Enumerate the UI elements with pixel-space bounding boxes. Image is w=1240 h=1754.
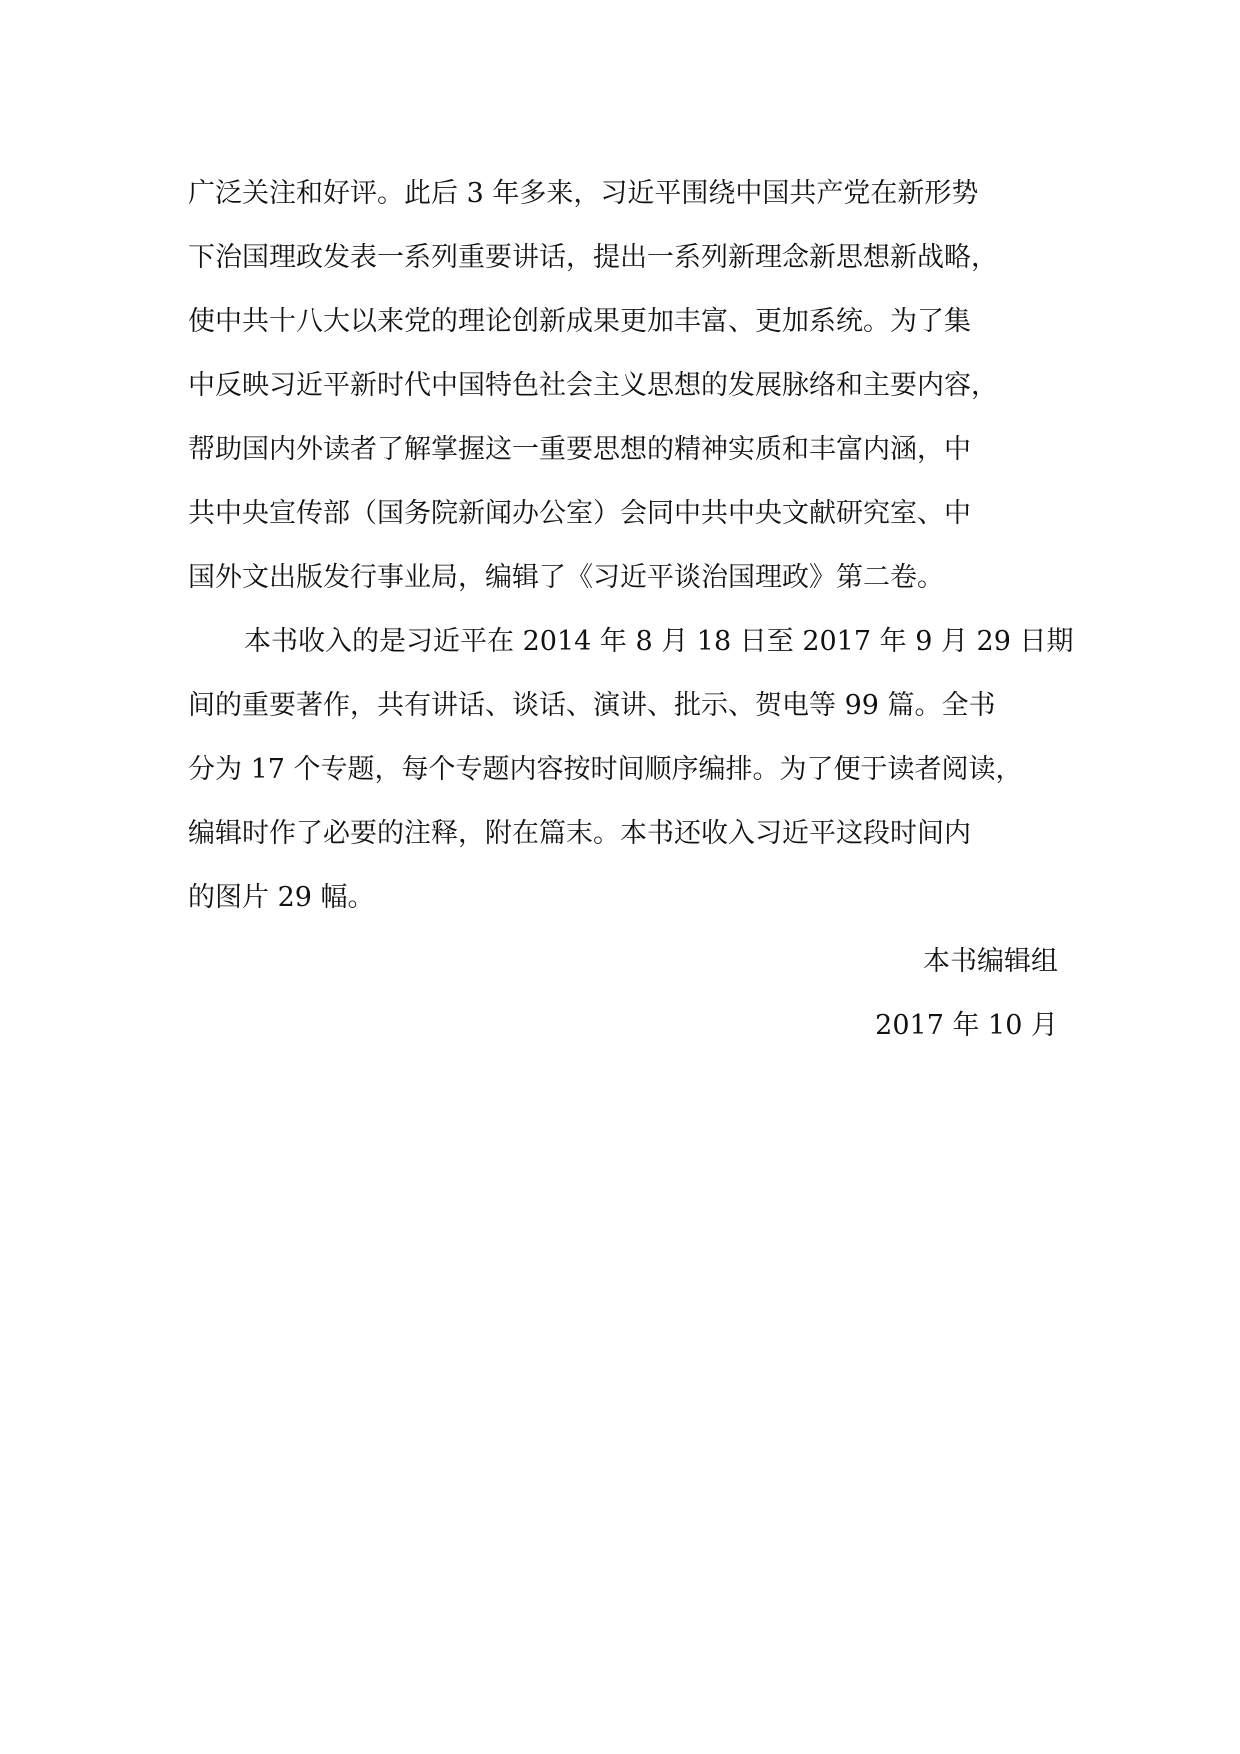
text-line: 中反映习近平新时代中国特色社会主义思想的发展脉络和主要内容， bbox=[188, 370, 998, 401]
text-line: 编辑时作了必要的注释，附在篇末。本书还收入习近平这段时间内 bbox=[188, 818, 971, 849]
preface-body bbox=[188, 162, 1074, 930]
text-line: 的图片 29 幅。 bbox=[188, 882, 375, 913]
text-line: 国外文出版发行事业局，编辑了《习近平谈治国理政》第二卷。 bbox=[188, 562, 944, 593]
paragraph-2 bbox=[188, 610, 1074, 930]
text-line: 帮助国内外读者了解掌握这一重要思想的精神实质和丰富内涵，中 bbox=[188, 434, 971, 465]
text-line: 间的重要著作，共有讲话、谈话、演讲、批示、贺电等 99 篇。全书 bbox=[188, 690, 996, 721]
text-line: 本书收入的是习近平在 2014 年 8 月 18 日至 2017 年 9 月 29 日期 bbox=[244, 626, 1074, 657]
signature-org: 本书编辑组 bbox=[923, 946, 1058, 977]
text-line: 下治国理政发表一系列重要讲话，提出一系列新理念新思想新战略， bbox=[188, 242, 998, 273]
text-line: 分为 17 个专题，每个专题内容按时间顺序编排。为了便于读者阅读， bbox=[188, 754, 1023, 785]
text-line: 广泛关注和好评。此后 3 年多来，习近平围绕中国共产党在新形势 bbox=[188, 178, 979, 209]
signature-date: 2017 年 10 月 bbox=[875, 1010, 1058, 1041]
text-line: 共中央宣传部（国务院新闻办公室）会同中共中央文献研究室、中 bbox=[188, 498, 971, 529]
text-line: 使中共十八大以来党的理论创新成果更加丰富、更加系统。为了集 bbox=[188, 306, 971, 337]
paragraph-1 bbox=[188, 162, 1058, 610]
